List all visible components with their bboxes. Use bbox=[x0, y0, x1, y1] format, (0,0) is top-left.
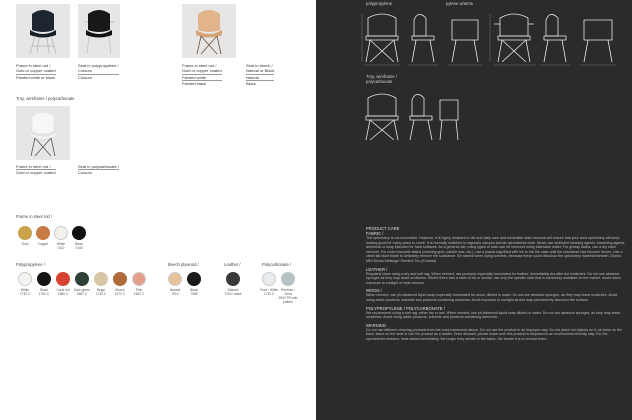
care-section-title-3: POLYPROPYLENE / POLYCARBONATE / bbox=[366, 305, 445, 311]
poly_swatches-swatch-2 bbox=[56, 272, 70, 286]
polycarb-swatch-title: Polycarbonate / bbox=[262, 262, 292, 267]
care-section-title-2: WOOD / bbox=[366, 288, 382, 294]
frame_swatches-swatch-label-2: White 0110 bbox=[56, 242, 66, 250]
poly_swatches-swatch-1 bbox=[37, 272, 51, 286]
troy-seat-caption: Seat in polycarbonate / Colours bbox=[78, 164, 119, 176]
care-sections bbox=[366, 231, 626, 342]
drawing-header-2: pylene w/arms bbox=[446, 1, 473, 6]
troy-frame-caption: Frame in steel rod / Gold or copper coated bbox=[16, 164, 56, 176]
polycarb_swatches-swatch-label-0: Frost / White 1730 C bbox=[259, 288, 279, 296]
product-thumb-3 bbox=[182, 4, 236, 58]
product-care bbox=[366, 226, 626, 345]
poly_swatches-swatch-label-1: Black 1760 C bbox=[38, 288, 50, 296]
poly_swatches-swatch-label-3: Dark green 1667 C bbox=[74, 288, 90, 296]
frame_swatches-swatch-3 bbox=[72, 226, 86, 240]
chair-polycarbonate-icon bbox=[26, 110, 60, 158]
right-page bbox=[316, 0, 632, 420]
leather-swatch-title: Leather / bbox=[224, 262, 241, 267]
chair-black-icon bbox=[26, 8, 60, 56]
beech_swatches-swatch-label-1: Black 7086 bbox=[190, 288, 198, 296]
frame_swatches-swatch-label-0: Gold bbox=[21, 242, 29, 246]
care-section-text-0: The upholstery is not removable. However, it is highly resistant to dirt and daily care and immediate stain removal will ensure that your wool upholstery will keep looking good for many years to come. It is normally sufficient to regularly vacuum and air upholstered chair. Never use undiluted cleaning agents, bleaching agents, ammonia or soap intended for hard surfaces. As a general rule, many types of stain can be removed using lukewarm water. For greasy stains, use a dry stain remover. For more insoluble stains (chewing gum, candle wax, etc.), use a plastic bag filled with ice to rub the stain until the substance has become frozen. Use a clean flat blunt blade to delicately remove the substance. Be careful when using solvents, because these could discolour the upholstery material beneath. Dionia MDI Divina Melange/ Steelcut Trio (Kvadrat) bbox=[366, 236, 626, 263]
product-2-seat-caption: Seat in polypropylene / Colours Colours bbox=[78, 63, 119, 80]
care-section-text-1: Regularly clean using a dry and soft rag. When needed, use products especially formulated for leather, immediately dry after the treatment. Do not use abrasive sponges as they may leave scratches. Where there was a stain of ink or similar, use only the specific stick that is commonly available on the market. Avoid direct exposure to sunlight or heat sources. bbox=[366, 271, 621, 285]
beech_swatches-swatch-label-0: Natural 7510 bbox=[169, 288, 181, 296]
poly_swatches-swatch-4 bbox=[94, 272, 108, 286]
frame-swatch-title: Frame in steel rod / bbox=[16, 214, 53, 219]
chair-beech-icon bbox=[192, 8, 226, 56]
chair-armchair-icon bbox=[82, 8, 116, 56]
troy-drawing-title: Troy, wireframe / polycarbonate bbox=[366, 74, 397, 84]
care-section-title-4: WARNING bbox=[366, 322, 387, 328]
poly_swatches-swatch-label-4: Beige 1730 C bbox=[95, 288, 107, 296]
technical-drawings-row-1 bbox=[360, 10, 630, 70]
frame_swatches-swatch-2 bbox=[54, 226, 68, 240]
leather_swatches-swatch-0 bbox=[226, 272, 240, 286]
care-section-text-4: Do not use different cleaning products from the ones mentioned above. Do not use the product in an improper way. Do not place hot objects on it, sit down on the back, stand on the seat or use the product as a ladder. Once disused, please make sure this product is disposed in an environment-friendly way. For the upholstered versions: heat stains immediately, the longer they remain in the fabric, the harder it is to remove them. bbox=[366, 327, 622, 341]
poly_swatches-swatch-label-0: White 1730 C bbox=[19, 288, 31, 296]
poly-swatch-title: Polypropylene / bbox=[16, 262, 45, 267]
poly_swatches-swatch-6 bbox=[132, 272, 146, 286]
frame_swatches-swatch-0 bbox=[18, 226, 32, 240]
frame_swatches-swatch-1 bbox=[36, 226, 50, 240]
product-thumb-2 bbox=[78, 4, 120, 58]
product-3-seat-caption: Seat in beech / Natural or Black Natural Black bbox=[246, 63, 275, 87]
care-section-text-3: We recommend using a soft rag, either dry or wet. When needed, use ph-balanced liquid soap diluted in water. Do not use abrasive sponges, as they may leave scratches. Avoid using acidic products, solvents and products containing ammonia. bbox=[366, 310, 621, 320]
care-section-title-1: LEATHER / bbox=[366, 266, 388, 272]
product-thumb-1 bbox=[16, 4, 70, 58]
poly_swatches-swatch-3 bbox=[75, 272, 89, 286]
beech_swatches-swatch-0 bbox=[168, 272, 182, 286]
beech-swatch-title: Beech plywood / bbox=[168, 262, 199, 267]
troy-title: Troy, wireframe / polycarbonate bbox=[16, 96, 75, 101]
polycarb_swatches-swatch-1 bbox=[281, 272, 295, 286]
poly_swatches-swatch-label-2: Coral red 1680 C bbox=[56, 288, 70, 296]
product-1-frame-caption: Frame in steel rod / Gold or copper coated Painted white or black bbox=[16, 63, 56, 80]
care-title: PRODUCT CARE bbox=[366, 226, 400, 231]
poly_swatches-swatch-label-6: Pink 1600 C bbox=[133, 288, 145, 296]
polycarb_swatches-swatch-label-1: Reverse / Clear 2540 TR with pattern bbox=[278, 288, 298, 304]
drawing-header-1: polypropylene bbox=[366, 1, 393, 6]
frame_swatches-swatch-label-1: Copper bbox=[37, 242, 49, 246]
product-3-frame-caption: Frame in steel rod / Gold or copper coated Painted white Painted black bbox=[182, 63, 222, 87]
care-section-title-0: FABRIC / bbox=[366, 231, 384, 236]
leather_swatches-swatch-label-0: Stained 7100 / black bbox=[224, 288, 242, 296]
technical-drawings-troy bbox=[360, 90, 460, 145]
poly_swatches-swatch-label-5: Brown 1470 C bbox=[114, 288, 126, 296]
product-thumb-troy bbox=[16, 106, 70, 160]
care-section-text-2: When needed, use ph-balanced liquid soap especially formulated for wood, diluted in water. Do not use abrasive sponges, as they may leave scratches. Avoid using acidic products, solvents and products containing ammonia. Avoid exposure to sunlight as this may permanently discolour the surface. bbox=[366, 293, 618, 302]
poly_swatches-swatch-0 bbox=[18, 272, 32, 286]
frame_swatches-swatch-label-3: Black 0140 bbox=[75, 242, 83, 250]
poly_swatches-swatch-5 bbox=[113, 272, 127, 286]
beech_swatches-swatch-1 bbox=[187, 272, 201, 286]
polycarb_swatches-swatch-0 bbox=[262, 272, 276, 286]
